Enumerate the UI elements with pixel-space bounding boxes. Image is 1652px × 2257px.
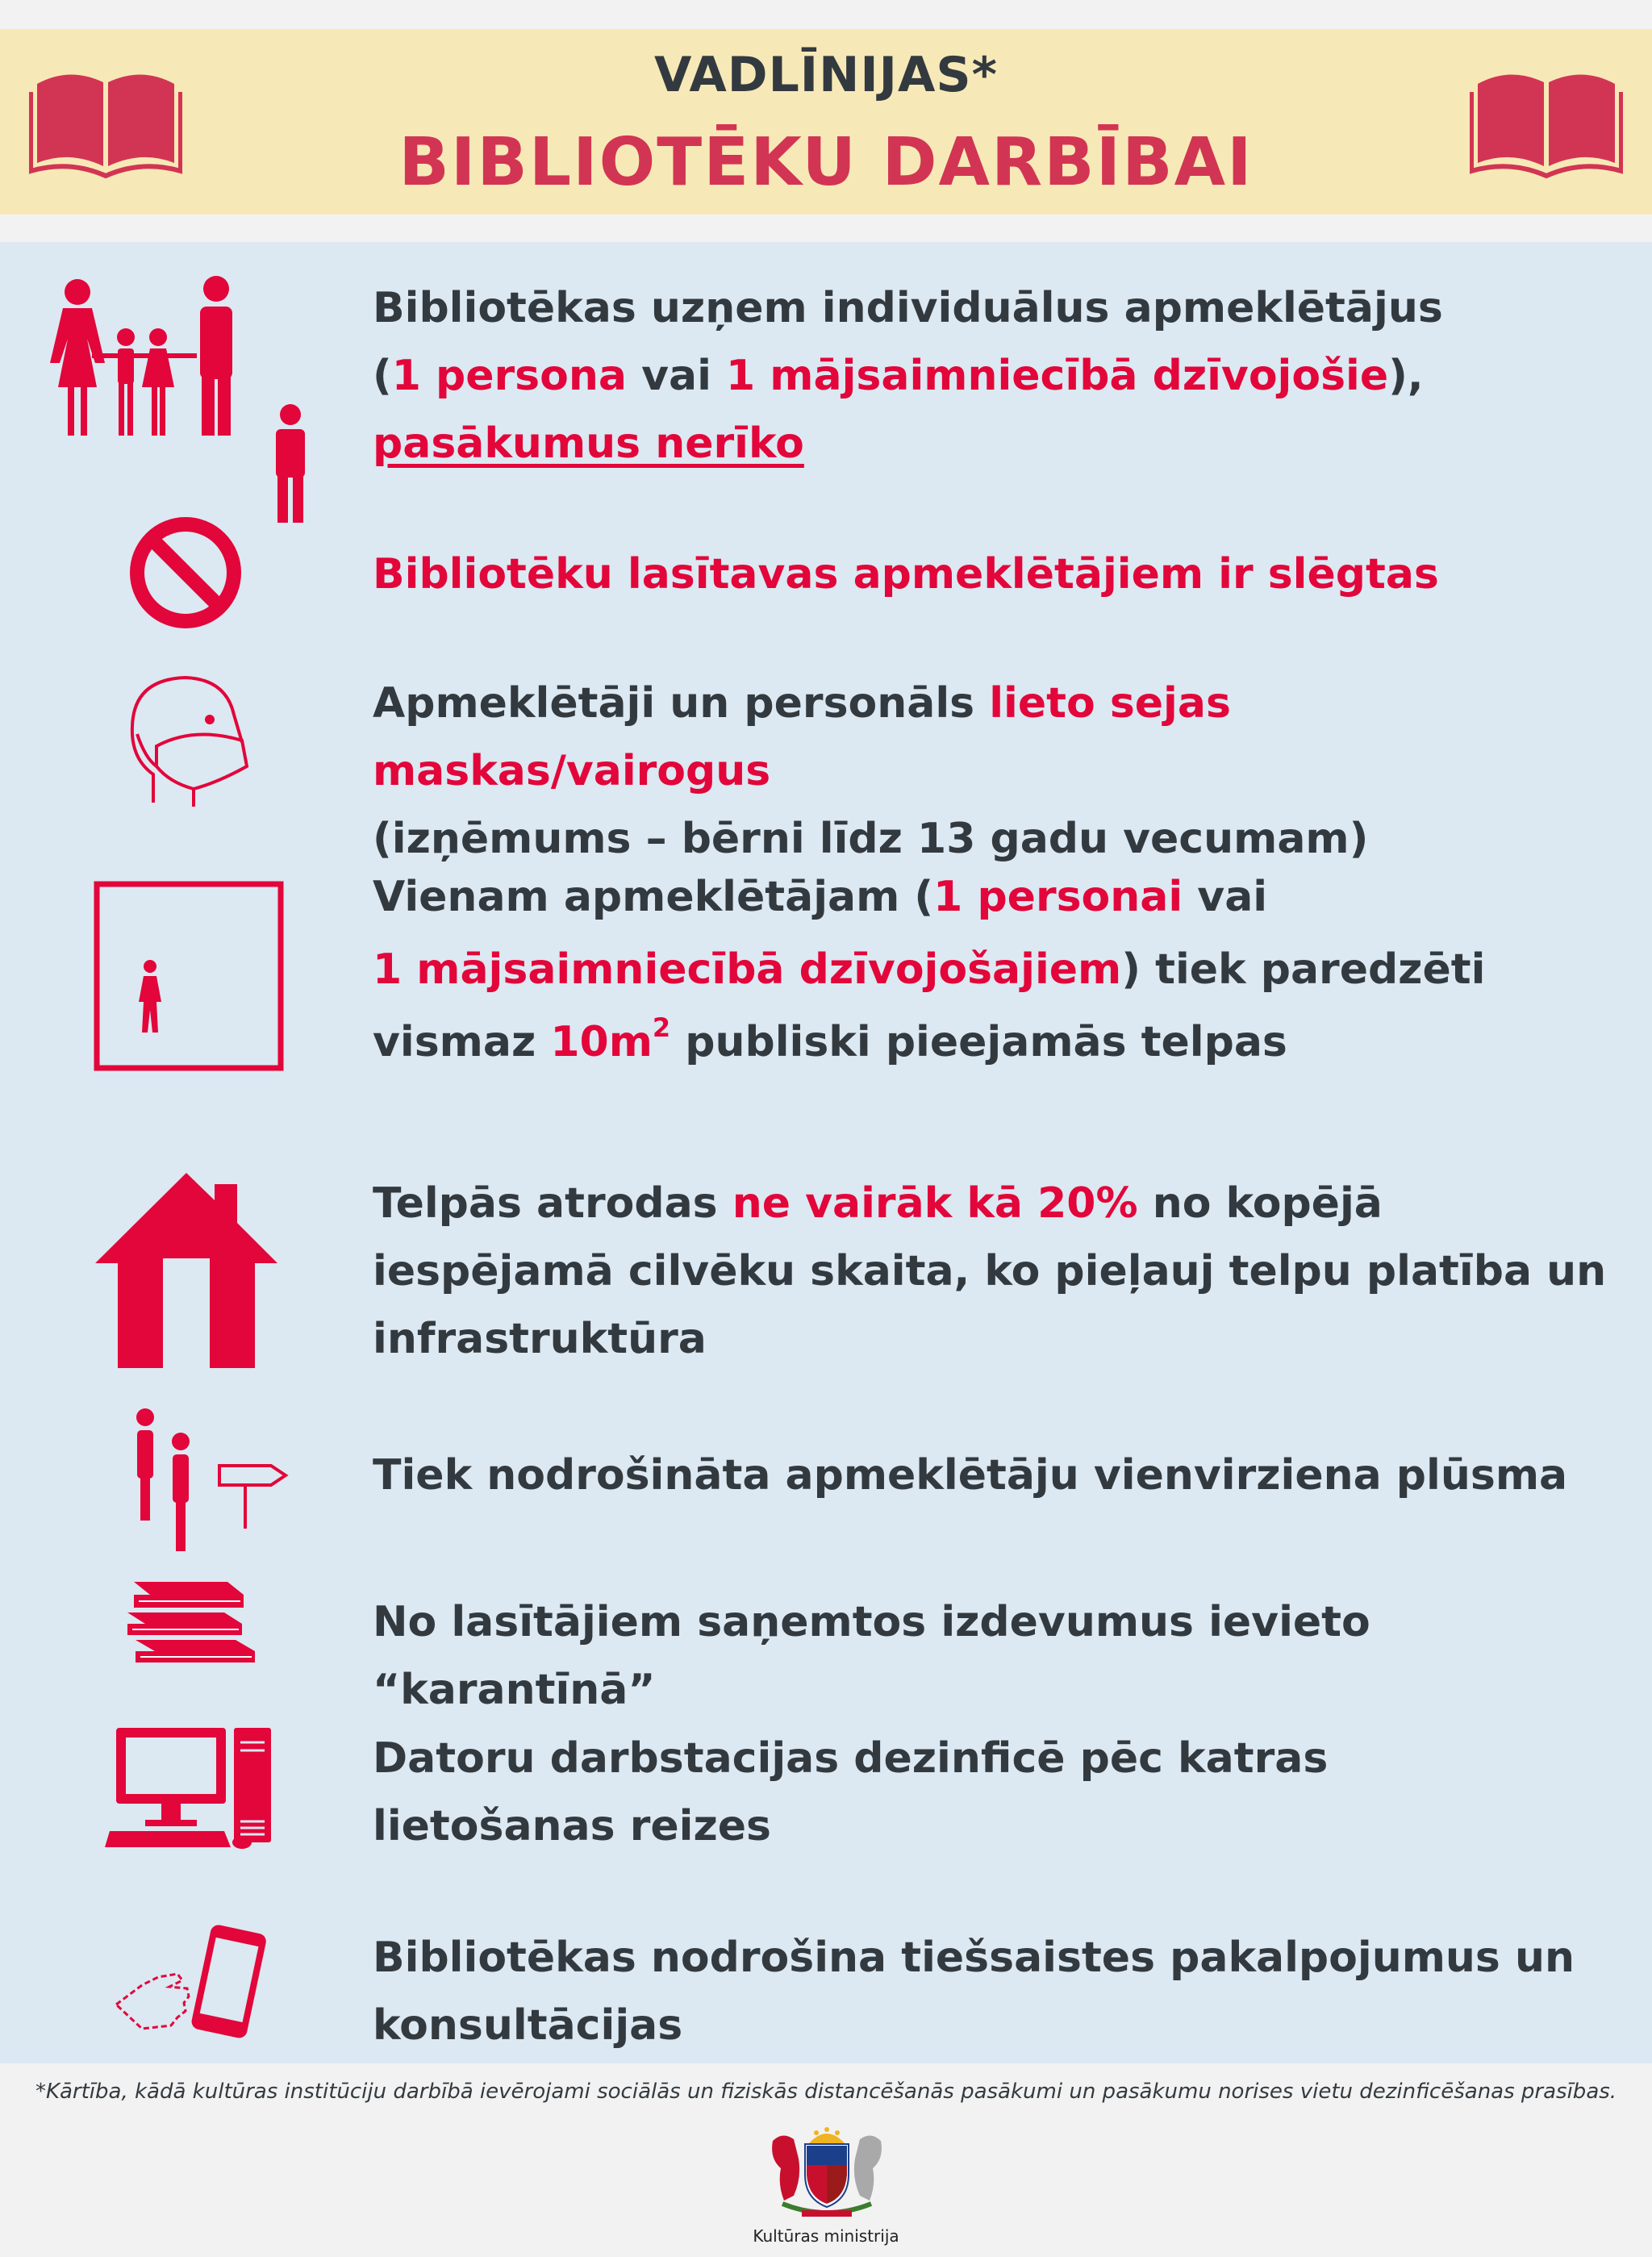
text-span: no kopējā: [1137, 1179, 1383, 1228]
highlight-text: 1 mājsaimniecībā dzīvojošajiem: [373, 945, 1122, 994]
guidelines-panel: [0, 242, 1652, 2063]
text-line: Bibliotēkas uzņem individuālus apmeklētājus: [373, 284, 1443, 332]
open-book-icon: [1470, 60, 1623, 181]
text-span: Vienam apmeklētājam (: [373, 873, 934, 921]
superscript: 2: [652, 1012, 671, 1043]
highlight-text: 1 personai: [933, 873, 1183, 921]
text-line: lietošanas reizes: [373, 1802, 771, 1850]
guideline-text: Bibliotēku lasītavas apmeklētājiem ir slēgtas: [373, 550, 1439, 599]
one-way-flow-icon: [129, 1408, 290, 1553]
text-span: ),: [1388, 352, 1424, 400]
smartphone-touch-icon: [110, 1924, 271, 2045]
person-in-room-icon: [94, 881, 284, 1071]
text-span: vai: [1183, 873, 1268, 921]
text-span: publiski pieejamās telpas: [670, 1018, 1287, 1066]
guideline-text: [373, 1725, 1631, 1860]
highlight-text: ne vairāk kā 20%: [732, 1179, 1138, 1228]
text-line: iespējamā cilvēku skaita, ko pieļauj telpu platība un: [373, 1247, 1607, 1295]
guideline-text: [373, 863, 1631, 1076]
footnote: *Kārtība, kādā kultūras institūciju darbībā ievērojami sociālās un fiziskās distancēšanās pasākumi un pasākumu norises vietu dezinficēšanas prasības.: [35, 2080, 1617, 2104]
guideline-text: [373, 1170, 1631, 1373]
text-line: [373, 342, 1631, 410]
text-span: vai: [626, 352, 727, 400]
text-line: konsultācijas: [373, 2001, 683, 2050]
page-subtitle: VADLĪNIJAS*: [653, 47, 999, 103]
text-line: Datoru darbstacijas dezinficē pēc katras: [373, 1734, 1329, 1783]
ministry-name: Kultūras ministrija: [753, 2226, 899, 2246]
computer-workstation-icon: [105, 1725, 282, 1854]
face-mask-icon: [121, 670, 250, 807]
text-line: (izņēmums – bērni līdz 13 gadu vecumam): [373, 815, 1369, 863]
guideline-text: [373, 670, 1631, 873]
single-person-icon: [266, 403, 315, 524]
text-line: [373, 936, 1631, 1003]
guideline-text: [373, 1924, 1631, 2059]
coat-of-arms-icon: [766, 2126, 887, 2222]
guideline-text: [373, 274, 1631, 478]
text-line: infrastruktūra: [373, 1315, 707, 1363]
text-span: Telpās atrodas: [373, 1179, 732, 1228]
header-banner: [0, 29, 1652, 215]
books-stack-icon: [123, 1577, 260, 1674]
page-title: BIBLIOTĒKU DARBĪBAI: [398, 124, 1254, 201]
text-line: Bibliotēkas nodrošina tiešsaistes pakalpojumus un: [373, 1934, 1575, 1982]
area-value: 10m: [550, 1018, 653, 1066]
guideline-text: No lasītājiem saņemtos izdevumus ievieto “karantīnā”: [373, 1598, 1370, 1714]
highlight-text: 1 mājsaimniecībā dzīvojošie: [726, 352, 1389, 400]
guideline-text: Tiek nodrošināta apmeklētāju vienvirziena plūsma: [373, 1451, 1568, 1500]
highlight-text: pasākumus nerīko: [373, 419, 804, 468]
prohibited-icon: [129, 516, 242, 629]
text-span: ) tiek paredzēti: [1121, 945, 1486, 994]
text-line: [373, 670, 1631, 805]
text-span: (: [373, 352, 392, 400]
house-icon: [94, 1170, 279, 1371]
highlight-text: 1 persona: [391, 352, 627, 400]
text-line: [373, 1008, 1631, 1076]
text-span: vismaz: [373, 1018, 551, 1066]
text-line: [373, 1170, 1631, 1237]
text-line: [373, 863, 1631, 931]
family-icon: [45, 274, 255, 492]
text-span: Apmeklētāji un personāls: [373, 679, 990, 728]
highlight-text: [550, 1012, 671, 1066]
highlight-text: lieto sejas maskas/vairogus: [373, 679, 1231, 795]
